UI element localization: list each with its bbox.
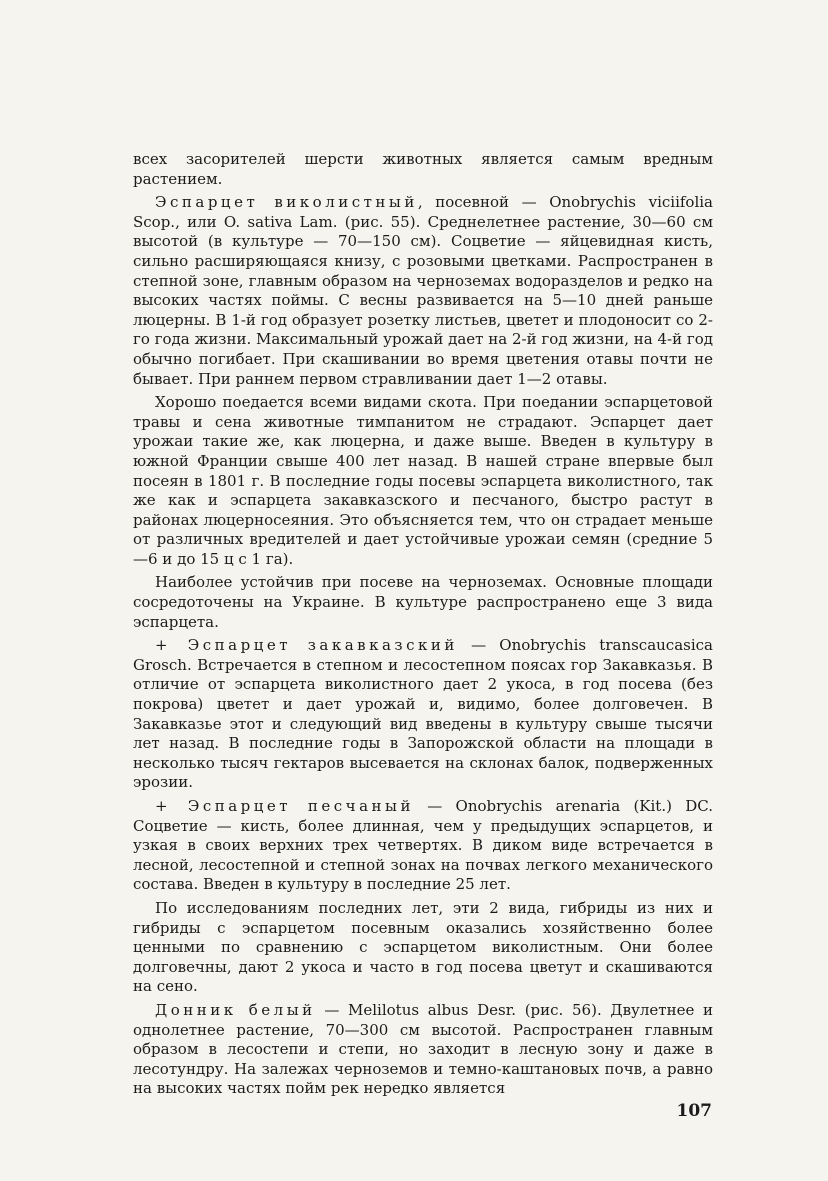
term-esparcet-vikolistny: Эспарцет виколистный: [155, 193, 418, 212]
paragraph-3: Наиболее устойчив при посеве на черноземах. Основные площади сосредоточены на Украине. В культуре распространено еще 3 вида эспарцета.: [133, 573, 713, 631]
body-text: [133, 150, 713, 1103]
paragraph-6: По исследованиям последних лет, эти 2 вида, гибриды из них и гибриды с эспарцетом посевным оказались хозяйственно более ценными по сравнению с эспарцетом виколистным. Они более долговечны, дают 2 укоса и часто в год посева цветут и скашиваются на сено.: [133, 898, 713, 996]
paragraph-5: + Эспарцет песчаный — Onobrychis arenaria (Kit.) DC. Соцветие — кисть, более длинная, чем у предыдущих эспарцетов, и узкая в своих верхних трех четвертях. В диком виде встречается в лесной, лесостепной и степной зонах на почвах легкого механического состава. Введен в культуру в последние 25 лет.: [133, 797, 713, 894]
paragraph-2: Хорошо поедается всеми видами скота. При поедании эспарцетовой травы и сена животные тимпанитом не страдают. Эспарцет дает урожаи такие же, как люцерна, и даже выше. Введен в культуру в южной Франции свыше 400 лет назад. В нашей стране впервые был посеян в 1801 г. В последние годы посевы эспарцета виколистного, так же как и эспарцета закавказского и песчаного, быстро растут в районах люцерносеяния. Это объясняется тем, что он страдает меньше от различных вредителей и дает устойчивые урожаи семян (средние 5—6 и до 15 ц с 1 га).: [133, 393, 713, 568]
paragraph-1: Эспарцет виколистный, посевной — Onobrychis viciifolia Scop., или O. sativa Lam. (рис. 55). Среднелетнее растение, 30—60 см высотой (в культуре — 70—150 см). Соцветие — яйцевидная кисть, сильно расширяющаяся книзу, с розовыми цветками. Распространен в степной зоне, главным образом на черноземах водоразделов и редко на высоких частях поймы. С весны развивается на 5—10 дней раньше люцерны. В 1-й год образует розетку листьев, цветет и плодоносит со 2-го года жизни. Максимальный урожай дает на 2-й год жизни, на 4-й год обычно погибает. При скашивании во время цветения отавы почти не бывает. При раннем первом стравливании дает 1—2 отавы.: [133, 193, 713, 388]
paragraph-0: всех засорителей шерсти животных является самым вредным растением.: [133, 150, 713, 188]
paragraph-4: + Эспарцет закавказский — Onobrychis transcaucasica Grosch. Встречается в степном и лесостепном поясах гор Закавказья. В отличие от эспарцета виколистного дает 2 укоса, в год посева (без покрова) цветет и дает урожай и, видимо, более долговечен. В Закавказье этот и следующий вид введены в культуру свыше тысячи лет назад. В последние годы в Запорожской области на площади в несколько тысяч гектаров высевается на склонах балок, подверженных эрозии.: [133, 636, 713, 792]
term-esparcet-zakavkazsky: + Эспарцет закавказский: [155, 636, 458, 655]
term-esparcet-peschany: + Эспарцет песчаный: [155, 797, 414, 815]
paragraph-7: Донник белый — Melilotus albus Desr. (рис. 56). Двулетнее и однолетнее растение, 70—300 см высотой. Распространен главным образом в лесостепи и степи, но заходит в лесную зону и даже в лесотундру. На залежах черноземов и темно-каштановых почв, а равно на высоких частях пойм рек нередко является: [133, 1000, 714, 1098]
page-number: 107: [676, 1101, 712, 1121]
term-donnik-bely: Донник белый: [155, 1000, 316, 1019]
